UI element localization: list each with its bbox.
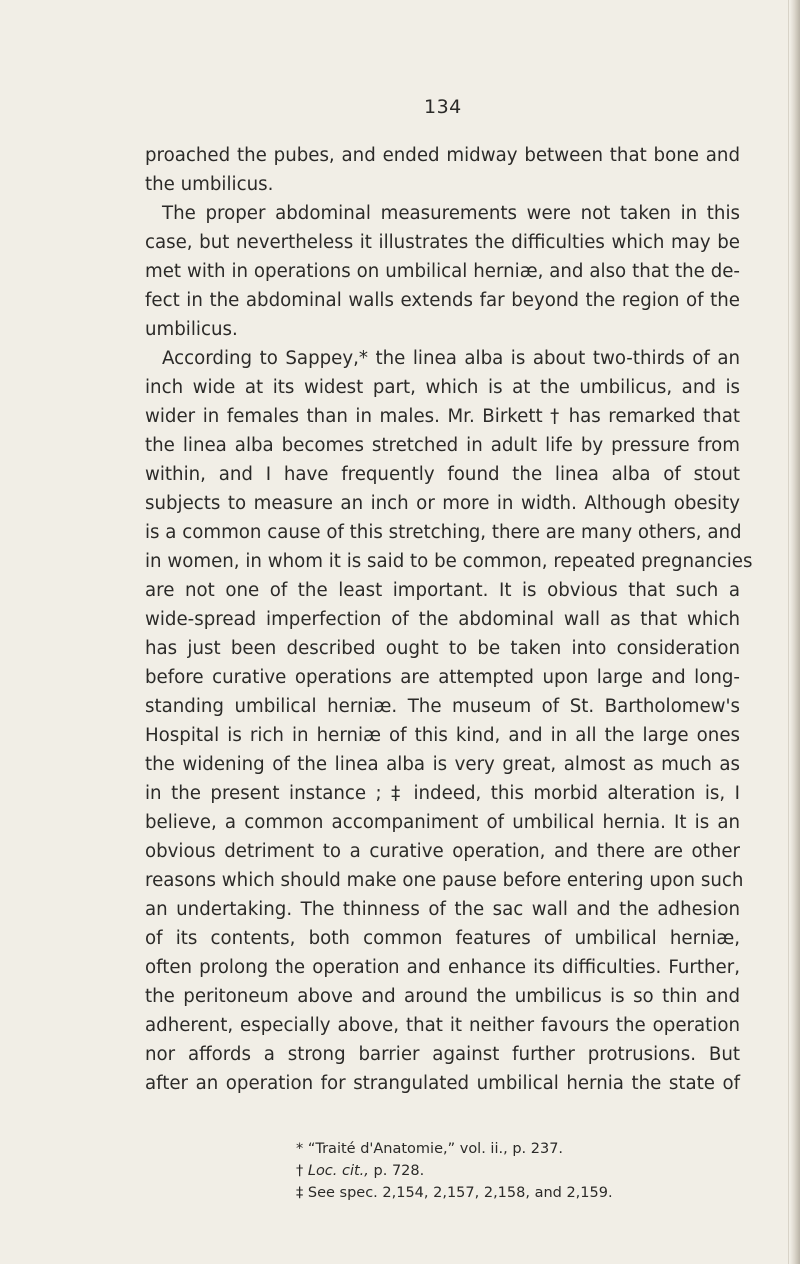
text-line: believe, a common accompaniment of umbilical hernia. It is an — [145, 812, 740, 833]
text-line: within, and I have frequently found the linea alba of stout — [145, 464, 740, 485]
text-line: proached the pubes, and ended midway between that bone and — [145, 145, 740, 166]
text-line: often prolong the operation and enhance its difficulties. Further, — [145, 957, 740, 978]
page-edge-shadow — [790, 0, 800, 1264]
text-line: According to Sappey,* the linea alba is about two-thirds of an — [162, 348, 740, 369]
text-line: the umbilicus. — [145, 174, 274, 195]
text-line: reasons which should make one pause before entering upon such — [145, 870, 744, 891]
text-line: nor affords a strong barrier against further protrusions. But — [145, 1044, 740, 1065]
text-line: is a common cause of this stretching, there are many others, and — [145, 522, 742, 543]
text-line: subjects to measure an inch or more in width. Although obesity — [145, 493, 740, 514]
text-line: an undertaking. The thinness of the sac wall and the adhesion — [145, 899, 740, 920]
footnote-italic: Loc. cit., — [307, 1163, 369, 1179]
text-line: before curative operations are attempted upon large and long- — [145, 667, 740, 688]
footnote-text: “Traité d'Anatomie,” vol. ii., p. 237. — [307, 1141, 564, 1157]
footnote — [296, 1138, 563, 1160]
page-number: 134 — [424, 96, 462, 118]
text-line: in the present instance ; ‡ indeed, this morbid alteration is, I — [145, 783, 740, 804]
text-line: are not one of the least important. It is obvious that such a — [145, 580, 740, 601]
text-line: inch wide at its widest part, which is at the umbilicus, and is — [145, 377, 740, 398]
text-line: standing umbilical herniæ. The museum of St. Bartholomew's — [145, 696, 740, 717]
text-line: adherent, especially above, that it neither favours the operation — [145, 1015, 740, 1036]
text-line: the widening of the linea alba is very great, almost as much as — [145, 754, 740, 775]
footnote-text: p. 728. — [368, 1163, 425, 1179]
text-line: case, but nevertheless it illustrates the difficulties which may be — [145, 232, 740, 253]
text-line: fect in the abdominal walls extends far beyond the region of the — [145, 290, 740, 311]
text-line: wider in females than in males. Mr. Birkett † has remarked that — [145, 406, 740, 427]
page-gutter-line — [788, 0, 789, 1264]
text-line: obvious detriment to a curative operation, and there are other — [145, 841, 740, 862]
text-line: of its contents, both common features of umbilical herniæ, — [145, 928, 740, 949]
footnote — [296, 1160, 424, 1182]
text-line: umbilicus. — [145, 319, 238, 340]
text-line: after an operation for strangulated umbilical hernia the state of — [145, 1073, 740, 1094]
footnote — [296, 1182, 613, 1204]
text-line: met with in operations on umbilical herniæ, and also that the de- — [145, 261, 740, 282]
text-line: has just been described ought to be taken into consideration — [145, 638, 740, 659]
text-line: wide-spread imperfection of the abdominal wall as that which — [145, 609, 740, 630]
text-line: Hospital is rich in herniæ of this kind, and in all the large ones — [145, 725, 740, 746]
footnote-text: See spec. 2,154, 2,157, 2,158, and 2,159. — [307, 1185, 613, 1201]
text-line: in women, in whom it is said to be common, repeated pregnancies — [145, 551, 753, 572]
footnote-mark: ‡ — [296, 1185, 304, 1201]
text-line: The proper abdominal measurements were not taken in this — [162, 203, 740, 224]
footnote-mark: * — [296, 1141, 304, 1157]
text-line: the peritoneum above and around the umbilicus is so thin and — [145, 986, 740, 1007]
footnote-mark: † — [296, 1163, 304, 1179]
text-line: the linea alba becomes stretched in adult life by pressure from — [145, 435, 740, 456]
